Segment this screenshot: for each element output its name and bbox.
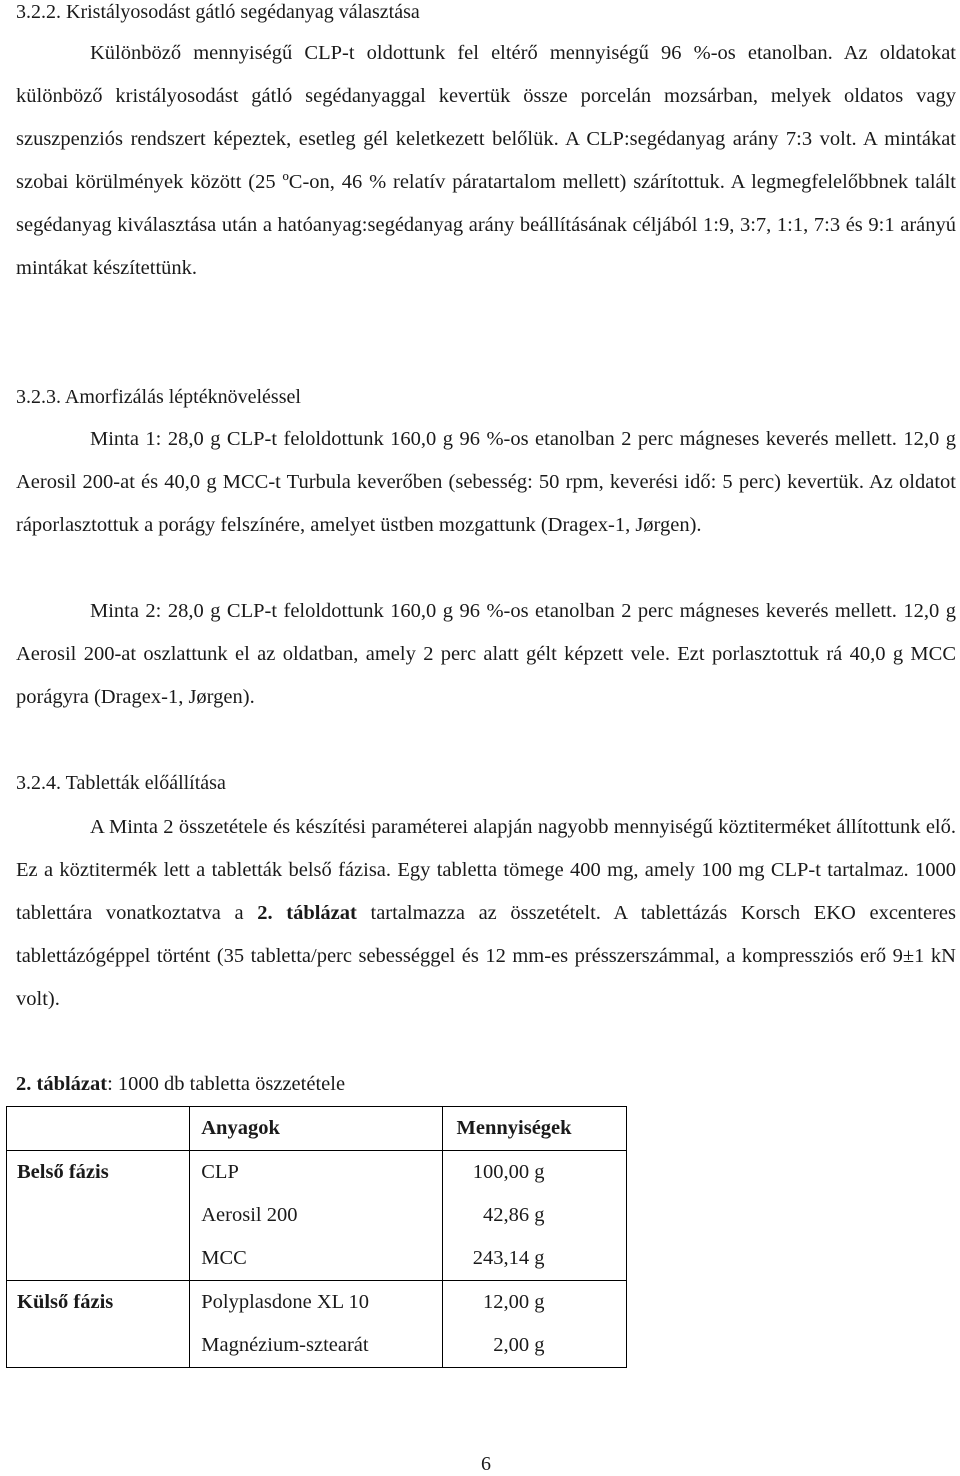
paragraph-minta-2: Minta 2: 28,0 g CLP-t feloldottunk 160,0 g 96 %-os etanolban 2 perc mágneses keverés mellett. 12,0 g Aerosil 200-at oszlattunk el az oldatban, amely 2 perc alatt gélt képzett vele. Ezt porlasztottuk rá 40,0 g MCC porágyra (Dragex-1, Jørgen). (16, 600, 956, 708)
phase-label: Belső fázis (17, 1161, 109, 1183)
table-row (7, 1151, 627, 1281)
materials-cell-inner (190, 1151, 442, 1281)
header-materials-text: Anyagok (201, 1117, 280, 1139)
paragraph-tabletta (16, 806, 956, 1021)
section-heading-3-2-4: 3.2.4. Tabletták előállítása (16, 772, 226, 794)
page-number: 6 (481, 1453, 491, 1475)
material-quantity: 12,00 g (483, 1291, 545, 1313)
materials-cell-outer (190, 1281, 442, 1368)
material-name: Magnézium-sztearát (201, 1334, 369, 1356)
table-row (7, 1281, 627, 1368)
table-header-materials (190, 1107, 442, 1151)
material-quantity: 100,00 g (472, 1161, 545, 1183)
table-header-quantities (442, 1107, 626, 1151)
material-quantity: 2,00 g (493, 1334, 545, 1356)
composition-table (6, 1106, 627, 1368)
table-header-row (7, 1107, 627, 1151)
material-name: Aerosil 200 (201, 1204, 298, 1226)
phase-cell-outer (7, 1281, 190, 1368)
phase-label: Külső fázis (17, 1291, 114, 1313)
quantities-cell-inner (442, 1151, 626, 1281)
table-caption-text: : 1000 db tabletta öszzetétele (107, 1073, 346, 1095)
section-heading-3-2-2: 3.2.2. Kristályosodást gátló segédanyag választása (16, 1, 420, 23)
material-name: Polyplasdone XL 10 (201, 1291, 370, 1313)
material-quantity: 42,86 g (483, 1204, 545, 1226)
quantities-cell-outer (442, 1281, 626, 1368)
paragraph-3-2-2: Különböző mennyiségű CLP-t oldottunk fel eltérő mennyiségű 96 %-os etanolban. Az oldatokat különböző kristályosodást gátló segédanyaggal kevertük össze porcelán mozsárban, melyek oldatos vagy szuszpenziós rendszert képeztek, esetleg gél keletkezett belőlük. A CLP:segédanyag arány 7:3 volt. A mintákat szobai körülmények között (25 ºC-on, 46 % relatív páratartalom mellett) szárítottuk. A legmegfelelőbbnek talált segédanyag kiválasztása után a hatóanyag:segédanyag arány beállításának céljából 1:9, 3:7, 1:1, 7:3 és 9:1 arányú mintákat készítettünk. (16, 42, 956, 279)
paragraph-minta-1: Minta 1: 28,0 g CLP-t feloldottunk 160,0 g 96 %-os etanolban 2 perc mágneses keverés mellett. 12,0 g Aerosil 200-at és 40,0 g MCC-t Turbula keverőben (sebesség: 50 rpm, keverési idő: 5 perc) kevertük. Az oldatot ráporlasztottuk a porágy felszínére, amelyet üstben mozgattunk (Dragex-1, Jørgen). (16, 428, 956, 536)
paragraph-tabletta-text-1: A Minta 2 összetétele és készítési paraméterei alapján nagyobb mennyiségű köztiterméket állítottunk elő. Ez a köztitermék lett a tabletták belső fázisa. Egy tabletta tömege 400 mg, amely 100 mg CLP-t tartalmaz. 1000 tablettára vonatkoztatva a (16, 816, 956, 924)
table-reference: 2. táblázat (257, 902, 357, 924)
material-quantity: 243,14 g (472, 1247, 545, 1269)
phase-cell-inner (7, 1151, 190, 1281)
table-caption (16, 1072, 345, 1096)
material-name: MCC (201, 1247, 247, 1269)
paragraph-tabletta-text-2: tartalmazza az összetételt. A tablettázás Korsch EKO excenteres tablettázógéppel történt (35 tabletta/perc sebességgel és 12 mm-es présszerszámmal, a kompressziós erő 9±1 kN volt). (16, 902, 956, 1010)
material-name: CLP (201, 1161, 239, 1183)
table-header-empty-cell (7, 1107, 190, 1151)
table-caption-label: 2. táblázat (16, 1073, 108, 1095)
section-heading-3-2-3: 3.2.3. Amorfizálás léptéknöveléssel (16, 386, 301, 408)
header-quantities-text: Mennyiségek (456, 1117, 572, 1139)
